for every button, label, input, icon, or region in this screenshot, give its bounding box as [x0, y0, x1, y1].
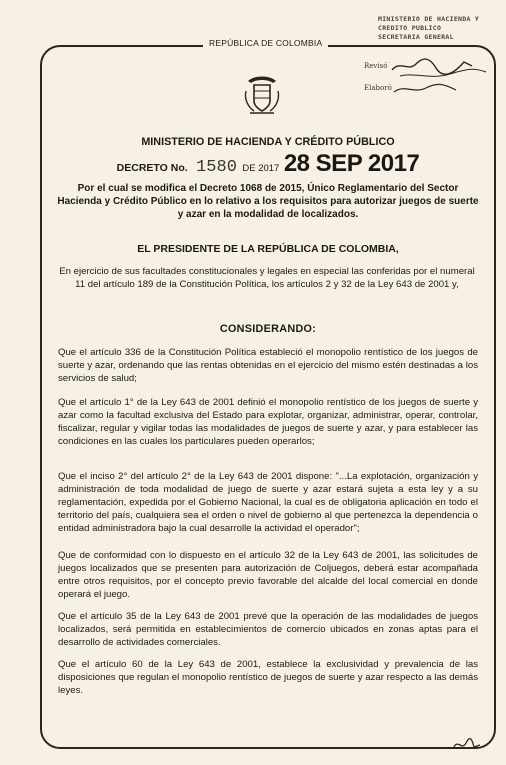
country-header: REPÚBLICA DE COLOMBIA [203, 38, 328, 48]
considering-paragraph-1: Que el artículo 336 de la Constitución Política estableció el monopolio rentístico de los juegos de suerte y azar, ordenando que las rentas obtenidas en el ejercicio del mismo estén destinadas a los servicios de salud; [58, 347, 478, 384]
faculties-paragraph: En ejercicio de sus facultades constitucionales y legales en especial las conferidas por el numeral 11 del artículo 189 de la Constitución Política, los artículos 2 y 32 de la Ley 643 de 2001 y, [59, 266, 475, 290]
considering-heading: CONSIDERANDO: [219, 323, 317, 335]
stamp-line-1: MINISTERIO DE HACIENDA Y CREDITO PUBLICO [378, 15, 480, 32]
revision-box [360, 54, 494, 102]
decree-number: 1580 [196, 158, 237, 177]
coat-of-arms-icon [240, 73, 284, 117]
initial-mark-icon [452, 735, 482, 755]
revision-label-prepared: Elaboró [364, 84, 392, 92]
decree-label: DECRETO No. [116, 162, 188, 174]
decree-subject: Por el cual se modifica el Decreto 1068 de 2015, Único Reglamentario del Sector Hacienda y Crédito Público en lo relativo a los requisitos para autorizar juegos de suerte y azar en la modalidad de localizados. [57, 183, 479, 220]
considering-paragraph-5: Que el artículo 35 de la Ley 643 de 2001 prevé que la operación de las modalidades de juegos localizados, será permitida en establecimientos de comercio ubicados en zonas aptas para el desarrollo de actividades comerciales. [58, 611, 478, 648]
decree-date-stamp: 28 SEP 2017 [283, 150, 420, 177]
stamp-line-2: SECRETARIA GENERAL [378, 33, 454, 41]
handwritten-initials-icon [360, 54, 494, 102]
ministry-title: MINISTERIO DE HACIENDA Y CRÉDITO PÚBLICO [141, 136, 395, 148]
considering-paragraph-3: Que el inciso 2° del artículo 2° de la Ley 643 de 2001 dispone: "...La explotación, organización y administración de toda modalidad de juego de suerte y azar estará sujeta a esta ley y a su reglamentación, expedida por el Gobierno Nacional, la cual es de obligatoria aplicación en todo el territorio del país, cualquiera sea el orden o nivel de gobierno al que pertenezca la dependencia o entidad administradora bajo la cual desarrolle la actividad el operador"; [58, 471, 478, 534]
considering-paragraph-4: Que de conformidad con lo dispuesto en el artículo 32 de la Ley 643 de 2001, las solicitudes de juegos localizados que se presenten para autorización de Coljuegos, deberá estar acompañada entre otros requisitos, por el concepto previo favorable del alcalde del local comercial en donde operará el juego. [58, 550, 478, 600]
president-heading: EL PRESIDENTE DE LA REPÚBLICA DE COLOMBIA, [137, 243, 399, 255]
decree-year-label: DE 2017 [242, 163, 280, 174]
revision-label-reviewed: Revisó [364, 62, 388, 70]
considering-paragraph-6: Que el artículo 60 de la Ley 643 de 2001, establece la exclusividad y prevalencia de las disposiciones que regulan el monopolio rentístico de juegos de suerte y azar respecto a las demás leyes. [58, 659, 478, 696]
ministry-stamp [378, 15, 496, 43]
decree-line [40, 150, 496, 182]
considering-paragraph-2: Que el artículo 1° de la Ley 643 de 2001 definió el monopolio rentístico de los juegos de suerte y azar como la facultad exclusiva del Estado para explotar, organizar, administrar, operar, controlar, fiscalizar, regular y vigilar todas las modalidades de juegos de suerte y azar, y para establecer las condiciones en las cuales los particulares pueden operarlos; [58, 397, 478, 447]
